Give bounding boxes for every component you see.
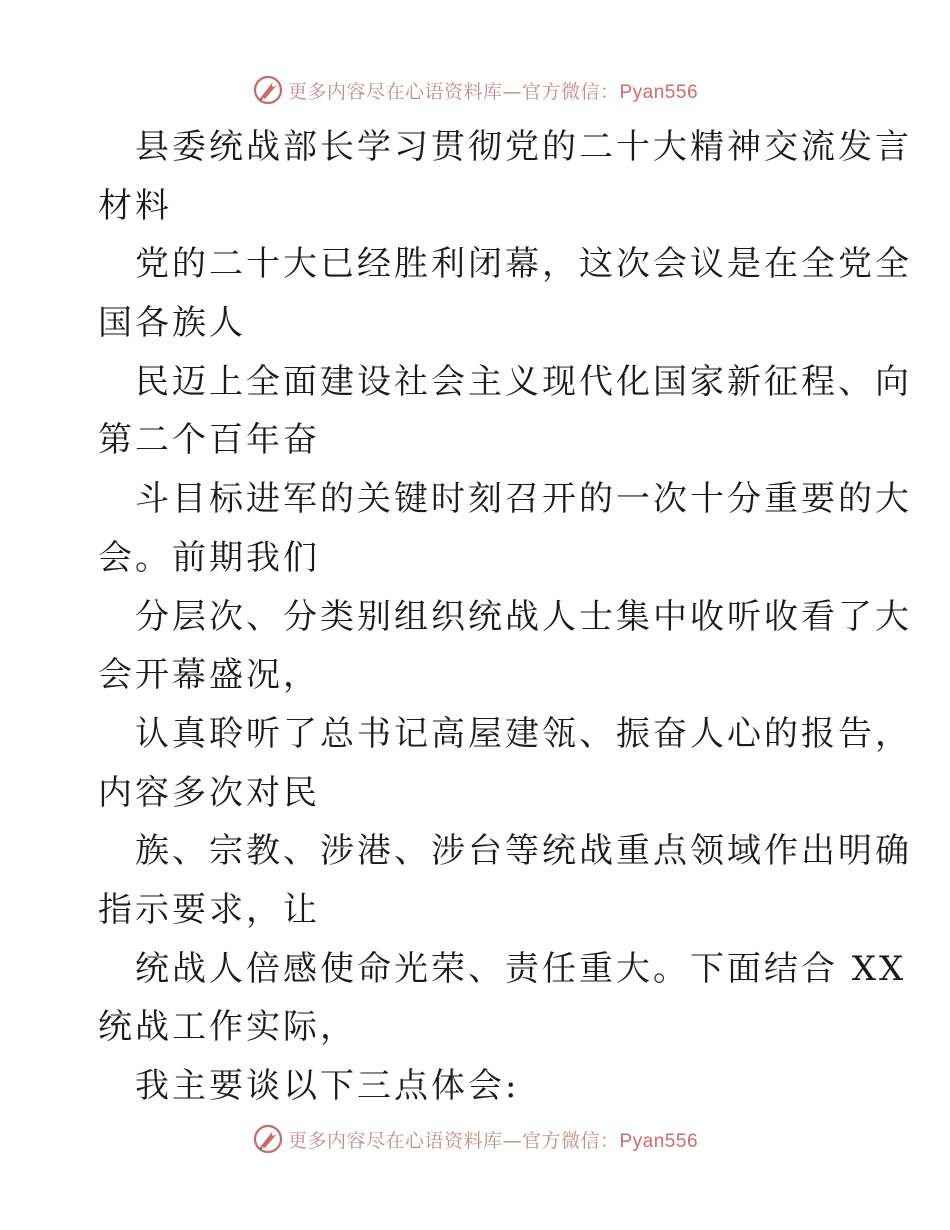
document-body [98,118,912,1116]
text-line: 统战人倍感使命光荣、责任重大。下面结合 XX [135,948,907,989]
text-line: 会开幕盛况， [98,655,320,696]
watermark-text: 更多内容尽在心语资料库—官方微信：Pyan556 [287,80,699,103]
text-line: 统战工作实际， [98,1007,357,1048]
text-line: 县委统战部长学习贯彻党的二十大精神交流发言 [135,127,912,167]
text-line: 材料 [98,185,172,226]
text-line: 指示要求，让 [98,889,320,930]
text-line: 第二个百年奋 [98,420,320,461]
text-line: 党的二十大已经胜利闭幕，这次会议是在全党全 [135,244,912,285]
text-line: 认真聆听了总书记高屋建瓴、振奋人心的报告， [135,713,912,754]
text-line: 内容多次对民 [98,772,320,813]
text-line: 斗目标进军的关键时刻召开的一次十分重要的大 [135,479,912,520]
text-line: 民迈上全面建设社会主义现代化国家新征程、向 [135,361,912,402]
text-line: 我主要谈以下三点体会: [135,1066,520,1106]
footer-watermark [0,1121,950,1157]
pen-quill-logo-icon [252,74,284,106]
watermark-text: 更多内容尽在心语资料库—官方微信：Pyan556 [287,1129,699,1152]
pen-quill-logo-icon [252,1123,284,1155]
text-line: 分层次、分类别组织统战人士集中收听收看了大 [135,596,912,637]
text-line: 族、宗教、涉港、涉台等统战重点领域作出明确 [135,831,912,872]
text-line: 会。前期我们 [98,537,320,578]
header-watermark [0,72,950,108]
text-line: 国各族人 [98,303,246,344]
